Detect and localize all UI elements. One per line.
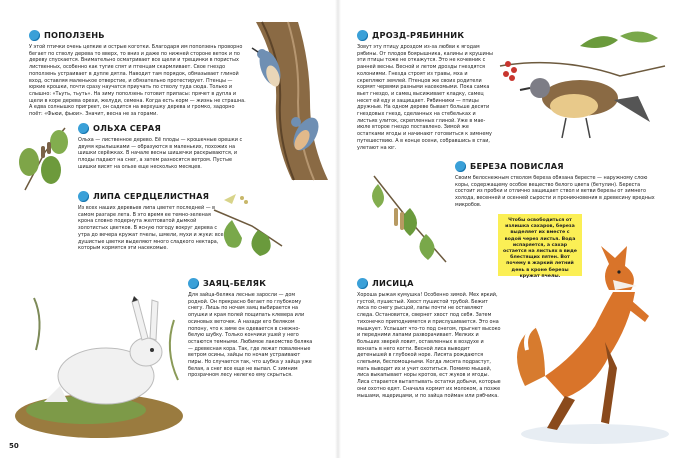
section-lisitsa bbox=[357, 277, 501, 399]
alder-branch-illustration bbox=[15, 122, 77, 192]
bullet-icon bbox=[78, 123, 89, 134]
page-gutter bbox=[335, 0, 341, 458]
section-title: ЛИПА СЕРДЦЕЛИСТНАЯ bbox=[93, 191, 210, 201]
section-text: Зовут эту птицу дроздом из-за любви к ягодам рябины. От плодов боярышника, калины и крушины эти птицы тоже не откажутся. Это не кочевник с ранней весны. Весной и летом дрозды гнездятся колониями. Гнезда строят из травы, мха и скрепляют землей. Птенцов же своих родители кормят червями разными насекомыми. Пока самка вьет гнездо, и самец высиживает кладку, самец несет ей еду и защищает. Рябинники — птицы дружные. На одном дереве бывает больше десяти гнездовых гнезд, сделанных на стебельках и листьях улиток, скрепленных глиной. Уже в мае-июле второе гнездо поставлено. Зимой же остатками ягоды и начинают готовиться к зимнему путешествию. А в конце осени, собравшись в стаи, улетают на юг. bbox=[357, 44, 493, 151]
bullet-icon bbox=[455, 161, 466, 172]
birch-branch-illustration bbox=[364, 168, 456, 268]
section-text: У этой птички очень цепкие и острые коготки. Благодаря им поползень проворно бегает по стволу дерева то вверх, то вниз и даже по нижней стороне веток и по дереву спускается. Внимательно осматривает все щели и трещинки в пористых лиственных, особенно как тугие спят и птенцам скармливает. Свое гнездо поползень устраивает в дупле дятла. Наводит там порядок, обмазывает глиной вход, оставляя маленькое отверстие, и обязательно протестирует. Птенцы — юркие крошки, почти сразу научатся приучать по стволу туда сюда. Только и слышно: «Тьуть, тьуть». На зиму поползень готовит припасы: прячет в дупла и щели в коре дерева орехи, желуди, семена. Когда есть корм — жизнь не страшна. А едва солнышко пригреет, он садится на верхушку дерева и громко, задорно поёт: «Фьюи, фьюи». Значит, весна не за горами. bbox=[29, 44, 246, 118]
section-title: ЛИСИЦА bbox=[372, 278, 414, 288]
section-olkha bbox=[78, 122, 246, 171]
section-text: Из всех наших деревьев липа цветет последней — в самом разгаре лета. В это время ее темно-зеленая крона словно подернута желтоватой дымкой золотистых цветков. В ясную погоду вокруг дерева с утра до вечера кружат пчелы, шмели, мухи и жуки: все душистые цветки выделяют много сладкого нектара, которым кормятся эти насекомые. bbox=[78, 205, 224, 252]
section-drozd bbox=[357, 29, 497, 151]
bullet-icon bbox=[78, 191, 89, 202]
section-title: ЗАЯЦ-БЕЛЯК bbox=[203, 278, 267, 288]
linden-branch-illustration bbox=[212, 190, 284, 260]
section-text: Хороша рыжая кумушка! Особенно зимой. Мех яркий, густой, пушистый. Хвост пушистой трубой. Бежит лиса по снегу рысцой, лапы почти не оставляют следа. Остановится, свернет хвост под себя. Затем тихонечко приподнимется и прислушивается. Это она мышкует. Услышит что-то под снегом, прыгнет высоко и передними лапами разворачивает. Мелких и больших зверей ловит, оставленных в воздухе и вонзать в него когти. Весной лиса выводит детенышей в глубокой норе. Лисята рождаются слепыми, беспомощными. Когда лисята подрастут, мать выводит их и учит охотиться. Помимо мышей, лиса выкапывает норы кротов, ест жуков и ягоды. Лиса старается вытаптывать остатки добычи, которые они охотно едят. Сначала кормит их молоком, а позже мышами, ящерицами, и по зайца пойман или рябчика. bbox=[357, 292, 501, 399]
nuthatch-illustration bbox=[248, 22, 328, 180]
page-number: 50 bbox=[9, 442, 19, 450]
section-zayats bbox=[188, 277, 314, 379]
bullet-icon bbox=[357, 278, 368, 289]
fieldfare-illustration bbox=[500, 26, 665, 150]
section-title: ОЛЬХА СЕРАЯ bbox=[93, 123, 161, 133]
bullet-icon bbox=[357, 30, 368, 41]
section-title: ПОПОЛЗЕНЬ bbox=[44, 30, 105, 40]
section-title: ДРОЗД-РЯБИННИК bbox=[372, 30, 465, 40]
section-lipa bbox=[78, 190, 226, 252]
section-bereza bbox=[455, 160, 655, 209]
fox-illustration bbox=[505, 246, 670, 446]
hare-illustration bbox=[14, 290, 184, 440]
section-popolzen bbox=[29, 29, 249, 118]
bullet-icon bbox=[29, 30, 40, 41]
section-text: Для зайца-беляка лесные заросли — дом родной. Он прекрасно бегает по глубокому снегу. Лишь по ночам заяц выбирается на опушки и края полей пощипать клевера или осиновых веточек. А назади его беляком попону, что к зиме он одевается в снежно-белую шубку. Только кончики ушей у него остаются темными. Любимое лакомство беляка — древесная кора. Так, где лежат поваленные ветром осины, зайцы по ночам устраивают пиры. Но случается так, что шубка у зайца уже белая, а снег все еще не выпал. С зимним прозрачном лесу нелегко ему скрыться. bbox=[188, 292, 313, 379]
section-title: БЕРЕЗА ПОВИСЛАЯ bbox=[470, 161, 564, 171]
section-text: Ольха — лиственное дерево. Её плоды — крошечные орешки с двумя крылышками — образуются в маленьких, похожих на шишки серёжках. В начале весны шишечки раскрываются, и плоды падают на снег, а затем разносятся ветром. Пустые шишки висят на ольхе еще несколько месяцев. bbox=[78, 137, 243, 170]
bullet-icon bbox=[188, 278, 199, 289]
fact-note-box: Чтобы освободиться от излишка сахаров, береза выделяет их вместе с водой через листья. Вода испаряется, а сахар остается на листьях в виде блестящих пятен. Вот почему в жаркий летний день в кроне березы кружат пчелы. bbox=[498, 214, 582, 276]
section-text: Своим белоснежным стволом береза обязана бересте — наружному слою коры, содержащему особое вещество белого цвета (бетулин). Береста состоит из пробки и отлично защищает ствол и ветви березы от зимнего холода, весенней и осенней сырости и проникновения в древесину вредных микробов. bbox=[455, 175, 655, 208]
